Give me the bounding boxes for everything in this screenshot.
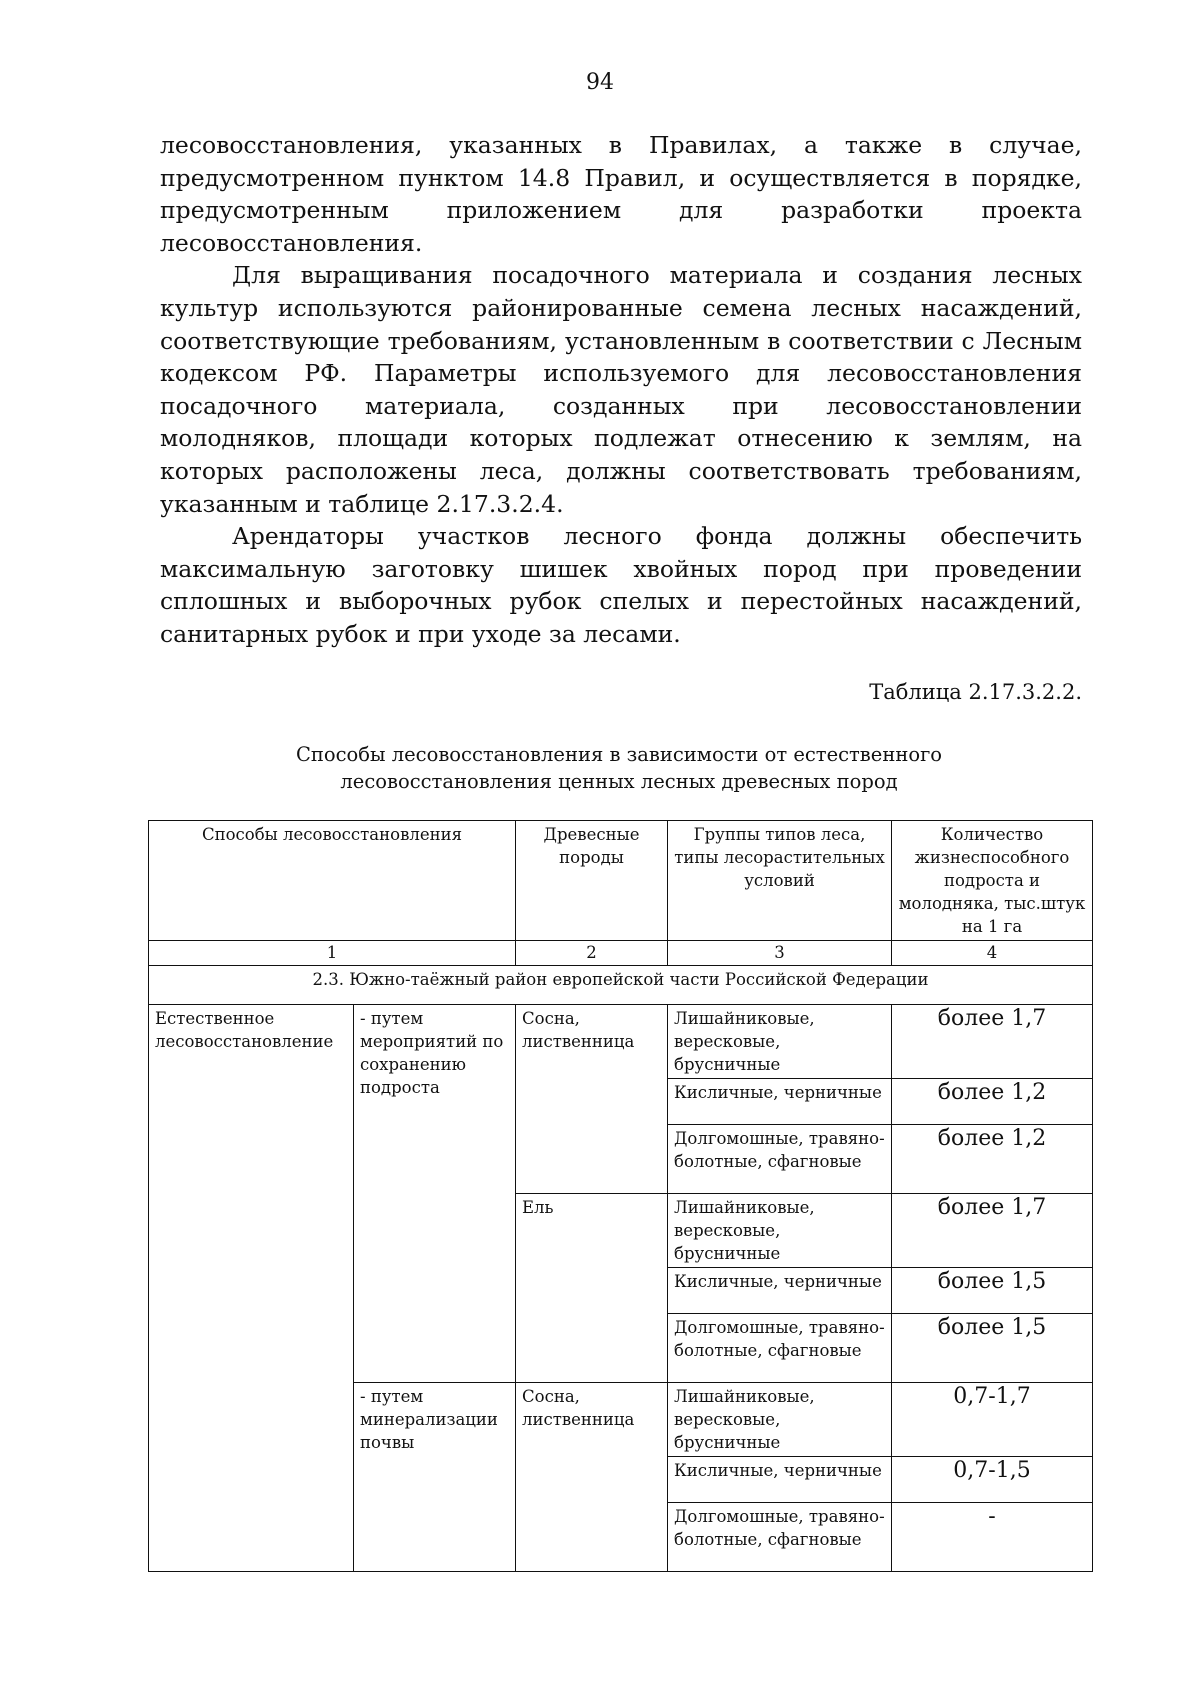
table-row [149,1005,1093,1079]
paragraph-1: лесовосстановления, указанных в Правилах, а также в случае, предусмотренном пунктом 14.8 Правил, и осуществляется в порядке, предусмотренным приложением для разработки проекта лесовосстановления. [160,131,1082,257]
table-caption: Таблица 2.17.3.2.2. [869,680,1082,704]
body-text [160,129,1082,651]
quantity-cell: более 1,2 [892,1079,1093,1125]
species-cell-pine-2: Сосна, лиственница [516,1383,668,1572]
col-number-4: 4 [892,941,1093,966]
quantity-cell: более 1,2 [892,1125,1093,1194]
forest-type-cell: Долгомошные, травяно-болотные, сфагновые [668,1125,892,1194]
quantity-cell: более 1,5 [892,1268,1093,1314]
forest-type-cell: Лишайниковые, вересковые, брусничные [668,1005,892,1079]
col-number-1: 1 [149,941,516,966]
forest-type-cell: Долгомошные, травяно-болотные, сфагновые [668,1314,892,1383]
submethod-cell-2: - путем минерализации почвы [354,1383,516,1572]
region-row [149,966,1093,1005]
forest-type-cell: Долгомошные, травяно-болотные, сфагновые [668,1503,892,1572]
forest-type-cell: Кисличные, черничные [668,1079,892,1125]
submethod-cell-1: - путем мероприятий по сохранению подроста [354,1005,516,1383]
method-cell: Естественное лесовосстановление [149,1005,354,1572]
column-numbers-row [149,941,1093,966]
reforestation-table [148,820,1093,1572]
table-title [148,741,1090,795]
paragraph-2: Для выращивания посадочного материала и создания лесных культур используются районированные семена лесных насаждений, соответствующие требованиям, установленным в соответствии с Лесным кодексом РФ. Параметры используемого для лесовосстановления посадочного материала, созданных при лесовосстановлении молодняков, площади которых подлежат отнесению к землям, на которых расположены леса, должны соответствовать требованиям, указанным и таблице 2.17.3.2.4. [160,261,1082,518]
header-methods: Способы лесовосстановления [149,821,516,941]
quantity-cell: 0,7-1,5 [892,1457,1093,1503]
table-title-line-1: Способы лесовосстановления в зависимости от естественного [295,743,943,766]
header-quantity: Количество жизнеспособного подроста и молодняка, тыс.штук на 1 га [892,821,1093,941]
quantity-cell: более 1,7 [892,1194,1093,1268]
forest-type-cell: Кисличные, черничные [668,1457,892,1503]
col-number-3: 3 [668,941,892,966]
quantity-cell: - [892,1503,1093,1572]
quantity-cell: более 1,7 [892,1005,1093,1079]
paragraph-3: Арендаторы участков лесного фонда должны обеспечить максимальную заготовку шишек хвойных пород при проведении сплошных и выборочных рубок спелых и перестойных насаждений, санитарных рубок и при уходе за лесами. [160,522,1082,648]
quantity-cell: 0,7-1,7 [892,1383,1093,1457]
forest-type-cell: Лишайниковые, вересковые, брусничные [668,1194,892,1268]
col-number-2: 2 [516,941,668,966]
species-cell-pine: Сосна, лиственница [516,1005,668,1194]
header-forest-groups: Группы типов леса, типы лесорастительных условий [668,821,892,941]
quantity-cell: более 1,5 [892,1314,1093,1383]
forest-type-cell: Кисличные, черничные [668,1268,892,1314]
region-title: 2.3. Южно-таёжный район европейской части Российской Федерации [149,966,1093,1005]
forest-type-cell: Лишайниковые, вересковые, брусничные [668,1383,892,1457]
header-species: Древесные породы [516,821,668,941]
table-title-line-2: лесовосстановления ценных лесных древесных пород [340,770,898,793]
species-cell-spruce: Ель [516,1194,668,1383]
page-number: 94 [586,70,614,95]
table-header-row [149,821,1093,941]
